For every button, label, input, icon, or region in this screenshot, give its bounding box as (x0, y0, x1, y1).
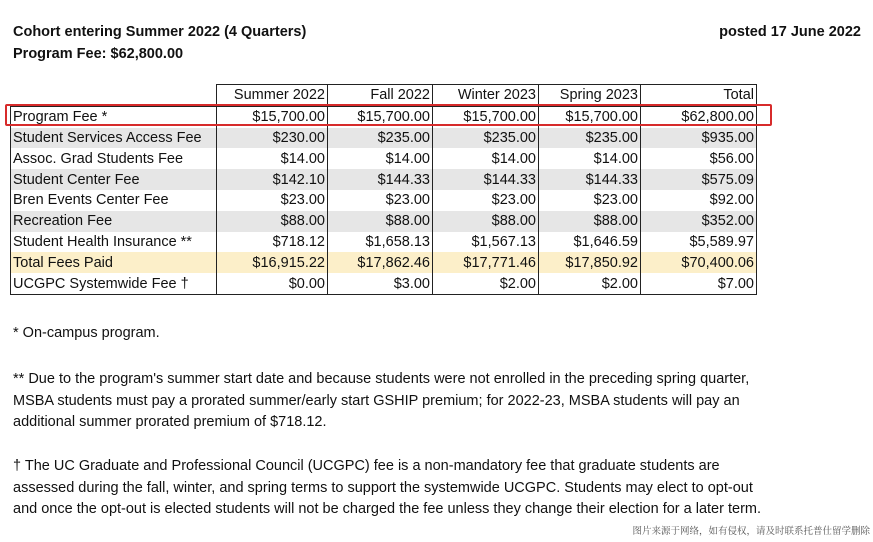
cell-value: $23.00 (217, 190, 328, 211)
table-row (11, 211, 757, 232)
cell-value: $15,700.00 (539, 106, 641, 127)
row-label: Student Services Access Fee (11, 128, 217, 149)
column-header: Fall 2022 (328, 85, 433, 107)
cell-value: $235.00 (328, 128, 433, 149)
column-header: Summer 2022 (217, 85, 328, 107)
cell-value: $144.33 (328, 169, 433, 190)
cell-value: $5,589.97 (641, 232, 757, 253)
table-row (11, 169, 757, 190)
cell-value: $70,400.06 (641, 252, 757, 273)
cell-value: $718.12 (217, 232, 328, 253)
header-title (13, 21, 306, 65)
cell-value: $62,800.00 (641, 106, 757, 127)
cell-value: $935.00 (641, 128, 757, 149)
cell-value: $235.00 (433, 128, 539, 149)
row-label: Assoc. Grad Students Fee (11, 148, 217, 169)
total-row (11, 252, 757, 273)
row-label: UCGPC Systemwide Fee † (11, 273, 217, 294)
cell-value: $0.00 (217, 273, 328, 294)
cell-value: $575.09 (641, 169, 757, 190)
program-fee-highlight (5, 104, 772, 126)
cell-value: $230.00 (217, 128, 328, 149)
note-on-campus: * On-campus program. (13, 325, 160, 341)
cell-value: $15,700.00 (217, 106, 328, 127)
watermark: 图片来源于网络，如有侵权，请及时联系托普仕留学删除 (632, 526, 870, 537)
program-fee-title: Program Fee: $62,800.00 (13, 46, 184, 62)
cell-value: $144.33 (539, 169, 641, 190)
cell-value: $15,700.00 (433, 106, 539, 127)
cell-value: $15,700.00 (328, 106, 433, 127)
row-label: Student Health Insurance ** (11, 232, 217, 253)
cell-value: $88.00 (433, 211, 539, 232)
cell-value: $14.00 (539, 148, 641, 169)
cell-value: $1,567.13 (433, 232, 539, 253)
cell-value: $14.00 (217, 148, 328, 169)
column-header: Total (641, 85, 757, 107)
table-row (11, 148, 757, 169)
row-label: Student Center Fee (11, 169, 217, 190)
table-row (11, 232, 757, 253)
cell-value: $7.00 (641, 273, 757, 294)
cell-value: $88.00 (328, 211, 433, 232)
cell-value: $23.00 (433, 190, 539, 211)
cell-value: $352.00 (641, 211, 757, 232)
row-label: Bren Events Center Fee (11, 190, 217, 211)
cohort-title: Cohort entering Summer 2022 (4 Quarters) (13, 24, 307, 40)
cell-value: $23.00 (328, 190, 433, 211)
row-label: Program Fee * (11, 106, 217, 127)
cell-value: $16,915.22 (217, 252, 328, 273)
cell-value: $235.00 (539, 128, 641, 149)
note-ucgpc: † The UC Graduate and Professional Council (UCGPC) fee is a non-mandatory fee that graduate students are assessed during the fall, winter, and spring terms to support the systemwide UCGPC. Students may elect to opt-out and once the opt-out is elected students will not be charged the fee unless they change their election for a later term. (13, 458, 762, 517)
cell-value: $3.00 (328, 273, 433, 294)
cell-value: $17,850.92 (539, 252, 641, 273)
cell-value: $92.00 (641, 190, 757, 211)
cell-value: $17,862.46 (328, 252, 433, 273)
column-header: Spring 2023 (539, 85, 641, 107)
cell-value: $56.00 (641, 148, 757, 169)
cell-value: $142.10 (217, 169, 328, 190)
cell-value: $23.00 (539, 190, 641, 211)
cell-value: $1,646.59 (539, 232, 641, 253)
table-row (11, 190, 757, 211)
cell-value: $144.33 (433, 169, 539, 190)
cell-value: $88.00 (539, 211, 641, 232)
row-label: Total Fees Paid (11, 252, 217, 273)
table-row (11, 128, 757, 149)
note-health-insurance: ** Due to the program's summer start date and because students were not enrolled in the preceding spring quarter, MSBA students must pay a prorated summer/early start GSHIP premium; for 2022-23, MSBA students will pay an additional summer prorated premium of $718.12. (13, 371, 750, 430)
cell-value: $2.00 (539, 273, 641, 294)
row-label: Recreation Fee (11, 211, 217, 232)
cell-value: $2.00 (433, 273, 539, 294)
table-row (11, 273, 757, 294)
cell-value: $14.00 (328, 148, 433, 169)
cell-value: $88.00 (217, 211, 328, 232)
cell-value: $1,658.13 (328, 232, 433, 253)
cell-value: $17,771.46 (433, 252, 539, 273)
column-header: Winter 2023 (433, 85, 539, 107)
posted-date: posted 17 June 2022 (719, 24, 861, 40)
cell-value: $14.00 (433, 148, 539, 169)
